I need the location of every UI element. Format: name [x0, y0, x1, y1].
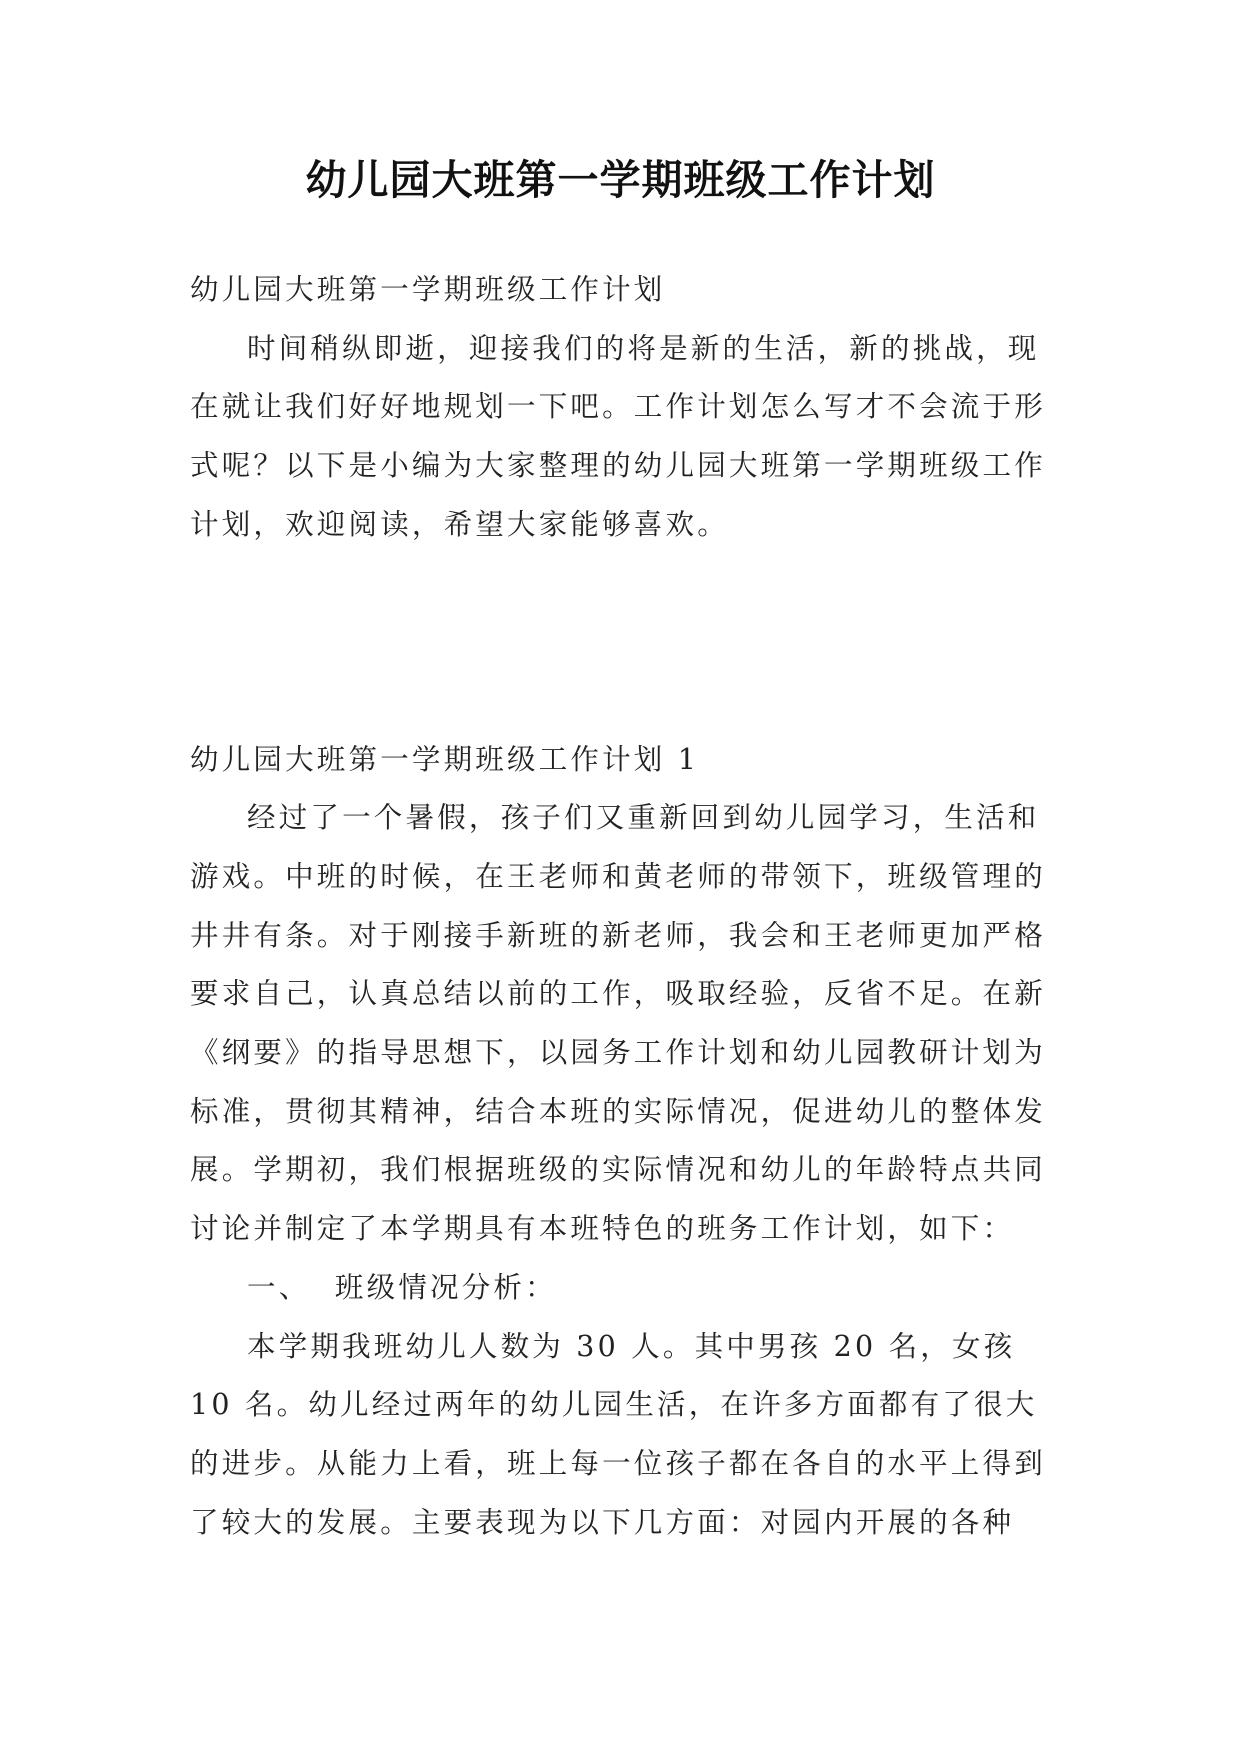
intro-paragraph: 时间稍纵即逝，迎接我们的将是新的生活，新的挑战，现在就让我们好好地规划一下吧。工作计划怎么写才不会流于形式呢？以下是小编为大家整理的幼儿园大班第一学期班级工作计划，欢迎阅读，希望大家能够喜欢。 — [190, 331, 1046, 541]
section-spacer — [190, 555, 1060, 731]
subheading-class-analysis: 一、 班级情况分析： — [247, 1270, 557, 1304]
heading-repeat: 幼儿园大班第一学期班级工作计划 — [190, 273, 666, 306]
document-body — [190, 261, 1060, 1552]
section-heading: 幼儿园大班第一学期班级工作计划 1 — [190, 742, 700, 776]
document-title: 幼儿园大班第一学期班级工作计划 — [305, 156, 936, 204]
paragraph-2: 本学期我班幼儿人数为 30 人。其中男孩 20 名，女孩 10 名。幼儿经过两年的幼儿园生活，在许多方面都有了很大的进步。从能力上看，班上每一位孩子都在各自的水平上得到了较大的发展。主要表现为以下几方面：对园内开展的各种 — [190, 1329, 1046, 1539]
paragraph-1: 经过了一个暑假，孩子们又重新回到幼儿园学习，生活和游戏。中班的时候，在王老师和黄老师的带领下，班级管理的井井有条。对于刚接手新班的新老师，我会和王老师更加严格要求自己，认真总结以前的工作，吸取经验，反省不足。在新《纲要》的指导思想下，以园务工作计划和幼儿园教研计划为标准，贯彻其精神，结合本班的实际情况，促进幼儿的整体发展。学期初，我们根据班级的实际情况和幼儿的年龄特点共同讨论并制定了本学期具有本班特色的班务工作计划，如下： — [190, 801, 1046, 1246]
